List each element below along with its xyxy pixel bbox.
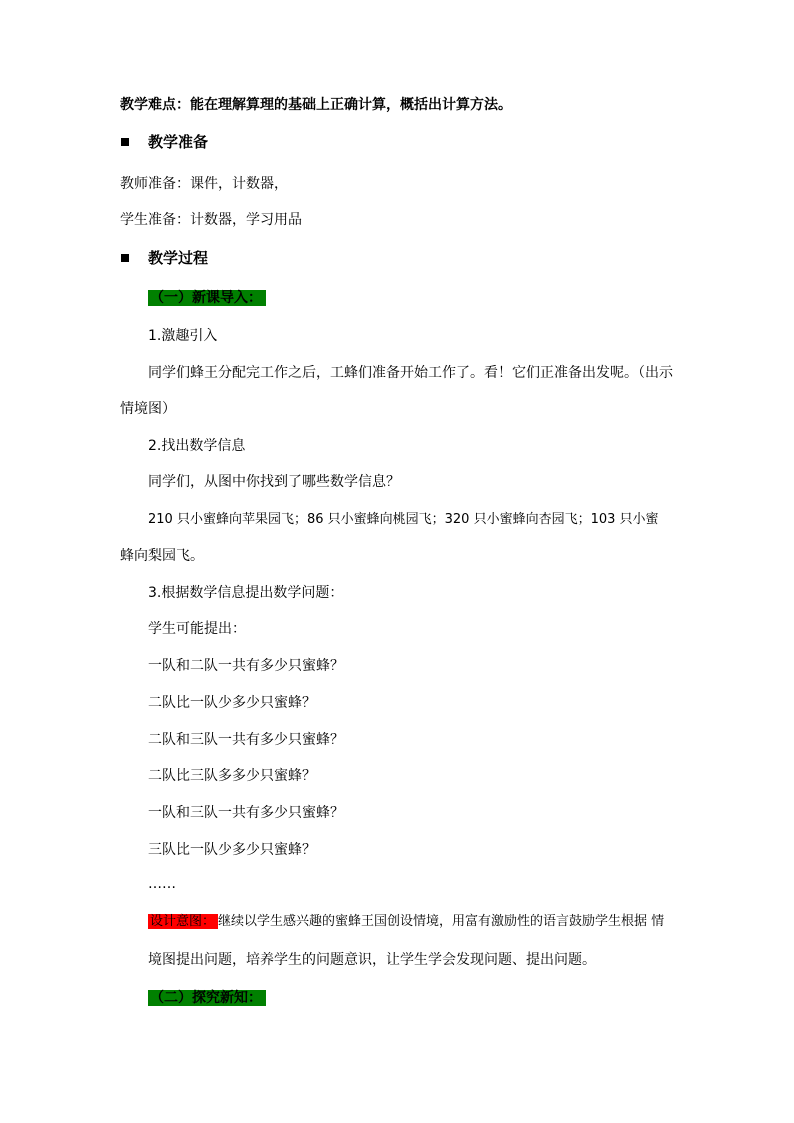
question-item: 三队比一队少多少只蜜蜂？ <box>148 842 316 858</box>
intro-paragraph-line-2: 情境图） <box>120 401 176 417</box>
section-heading-preparation: 教学准备 <box>148 133 209 151</box>
part-heading-explore <box>148 989 266 1007</box>
teaching-difficulty: 教学难点：能在理解算理的基础上正确计算，概括出计算方法。 <box>120 97 512 113</box>
step-3: 3.根据数学信息提出数学问题： <box>148 585 344 601</box>
design-intent-text: 继续以学生感兴趣的蜜蜂王国创设情境，用富有激励性的语言鼓励学生根据 情 <box>218 914 665 929</box>
design-intent-line-1 <box>148 913 664 931</box>
heading-highlight: （一）新课导入： <box>148 290 266 306</box>
section-heading-process: 教学过程 <box>148 249 209 267</box>
question-item: 一队和三队一共有多少只蜜蜂？ <box>148 805 344 821</box>
part-heading-new-lesson <box>148 289 266 307</box>
heading-highlight: （二）探究新知： <box>148 990 266 1006</box>
ellipsis: …… <box>148 876 176 892</box>
info-paragraph-line-1: 210 只小蜜蜂向苹果园飞；86 只小蜜蜂向桃园飞；320 只小蜜蜂向杏园飞；103 只小蜜 <box>148 512 659 527</box>
intro-paragraph-line-1: 同学们蜂王分配完工作之后，工蜂们准备开始工作了。看！它们正准备出发呢。（出示 <box>148 365 673 381</box>
square-bullet-icon <box>121 138 129 146</box>
step-2: 2.找出数学信息 <box>148 438 246 454</box>
step-1: 1.激趣引入 <box>148 328 218 344</box>
design-intent-label: 设计意图： <box>148 914 218 929</box>
design-intent-line-2: 境图提出问题，培养学生的问题意识，让学生学会发现问题、提出问题。 <box>148 952 596 968</box>
find-info-question: 同学们，从图中你找到了哪些数学信息？ <box>148 474 400 490</box>
student-preparation: 学生准备：计数器，学习用品 <box>120 212 302 228</box>
students-may-ask: 学生可能提出： <box>148 621 246 637</box>
question-item: 二队和三队一共有多少只蜜蜂？ <box>148 732 344 748</box>
question-item: 二队比一队少多少只蜜蜂？ <box>148 695 316 711</box>
info-paragraph-line-2: 蜂向梨园飞。 <box>120 548 204 564</box>
question-item: 一队和二队一共有多少只蜜蜂？ <box>148 658 344 674</box>
square-bullet-icon <box>121 254 129 262</box>
question-item: 二队比三队多多少只蜜蜂？ <box>148 768 316 784</box>
teacher-preparation: 教师准备：课件，计数器， <box>120 176 288 192</box>
